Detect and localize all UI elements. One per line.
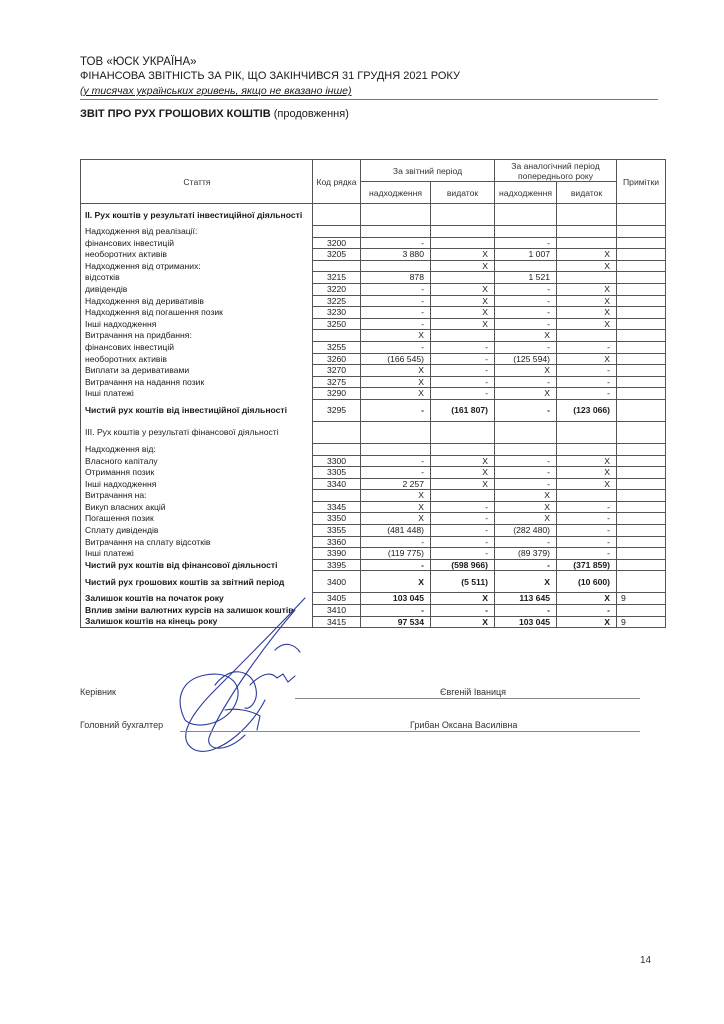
sub-outflow-prior-header: видаток — [557, 182, 617, 204]
row-label: Надходження від погашення позик — [81, 307, 313, 319]
row-outflow: X — [431, 249, 495, 261]
row-outflow: - — [431, 501, 495, 513]
row-outflow: - — [431, 376, 495, 388]
row-label: Чистий рух грошових коштів за звітний період — [81, 571, 313, 593]
row-outflow-prior — [557, 272, 617, 284]
row-inflow-prior: - — [495, 467, 557, 479]
table-row — [81, 249, 666, 261]
row-label: дивідендів — [81, 283, 313, 295]
row-outflow-prior — [557, 443, 617, 455]
table-row — [81, 421, 666, 443]
row-label: Погашення позик — [81, 513, 313, 525]
row-label: Надходження від отриманих: — [81, 260, 313, 272]
row-note — [617, 605, 666, 617]
row-note — [617, 353, 666, 365]
row-inflow-prior — [495, 443, 557, 455]
table-row — [81, 260, 666, 272]
row-code: 3350 — [313, 513, 361, 525]
row-outflow — [431, 421, 495, 443]
row-note — [617, 513, 666, 525]
row-code: 3410 — [313, 605, 361, 617]
row-outflow: - — [431, 548, 495, 560]
row-outflow-prior: - — [557, 501, 617, 513]
row-outflow-prior: X — [557, 593, 617, 605]
row-outflow: X — [431, 307, 495, 319]
director-signature-line — [295, 698, 640, 699]
row-note: 9 — [617, 616, 666, 628]
row-code: 3255 — [313, 341, 361, 353]
row-code: 3230 — [313, 307, 361, 319]
row-note — [617, 548, 666, 560]
row-outflow-prior: X — [557, 283, 617, 295]
row-code: 3250 — [313, 318, 361, 330]
row-note: 9 — [617, 593, 666, 605]
row-outflow-prior: X — [557, 467, 617, 479]
table-row — [81, 399, 666, 421]
row-inflow: X — [361, 513, 431, 525]
row-note — [617, 501, 666, 513]
row-inflow-prior: - — [495, 605, 557, 617]
table-row — [81, 455, 666, 467]
row-note — [617, 478, 666, 490]
row-outflow-prior: X — [557, 295, 617, 307]
row-code: 3300 — [313, 455, 361, 467]
row-outflow — [431, 490, 495, 502]
header-divider — [80, 99, 658, 100]
row-label: Витрачання на придбання: — [81, 330, 313, 342]
row-outflow-prior — [557, 490, 617, 502]
row-outflow — [431, 443, 495, 455]
row-note — [617, 490, 666, 502]
row-outflow-prior: - — [557, 341, 617, 353]
sub-outflow-header: видаток — [431, 182, 495, 204]
row-label: Чистий рух коштів від фінансової діяльності — [81, 559, 313, 571]
row-inflow-prior: X — [495, 571, 557, 593]
table-row — [81, 513, 666, 525]
row-inflow-prior: X — [495, 501, 557, 513]
row-inflow: X — [361, 330, 431, 342]
row-outflow — [431, 330, 495, 342]
row-code: 3275 — [313, 376, 361, 388]
row-label: необоротних активів — [81, 353, 313, 365]
row-inflow: - — [361, 341, 431, 353]
row-inflow-prior: - — [495, 318, 557, 330]
row-inflow-prior: - — [495, 376, 557, 388]
row-inflow-prior — [495, 226, 557, 238]
units-note: (у тисячах українських гривень, якщо не вказано інше) — [80, 85, 352, 97]
row-inflow-prior: 1 007 — [495, 249, 557, 261]
row-inflow: - — [361, 307, 431, 319]
row-inflow: - — [361, 295, 431, 307]
row-label: фінансових інвестицій — [81, 341, 313, 353]
row-outflow: - — [431, 536, 495, 548]
row-outflow: X — [431, 318, 495, 330]
row-outflow — [431, 204, 495, 226]
row-outflow-prior: X — [557, 318, 617, 330]
row-inflow: X — [361, 376, 431, 388]
row-inflow: X — [361, 365, 431, 377]
row-label: фінансових інвестицій — [81, 237, 313, 249]
col-code-header: Код рядка — [313, 160, 361, 204]
row-inflow-prior: - — [495, 295, 557, 307]
row-outflow: (5 511) — [431, 571, 495, 593]
row-label: відсотків — [81, 272, 313, 284]
row-note — [617, 467, 666, 479]
row-outflow-prior: - — [557, 388, 617, 400]
page-number: 14 — [640, 955, 652, 966]
row-note — [617, 341, 666, 353]
row-label: Отримання позик — [81, 467, 313, 479]
table-row — [81, 467, 666, 479]
row-outflow: - — [431, 365, 495, 377]
row-code: 3340 — [313, 478, 361, 490]
row-inflow: 97 534 — [361, 616, 431, 628]
row-outflow-prior — [557, 226, 617, 238]
table-row — [81, 443, 666, 455]
row-inflow-prior: 103 045 — [495, 616, 557, 628]
row-code: 3405 — [313, 593, 361, 605]
row-outflow-prior: X — [557, 249, 617, 261]
row-note — [617, 571, 666, 593]
table-row — [81, 525, 666, 537]
row-inflow: - — [361, 559, 431, 571]
row-code: 3345 — [313, 501, 361, 513]
row-note — [617, 559, 666, 571]
table-row — [81, 295, 666, 307]
table-row — [81, 388, 666, 400]
col-current-header: За звітний період — [361, 160, 495, 182]
row-outflow: - — [431, 353, 495, 365]
row-outflow-prior: - — [557, 513, 617, 525]
row-inflow-prior: 1 521 — [495, 272, 557, 284]
row-outflow: - — [431, 605, 495, 617]
row-label: Інші платежі — [81, 548, 313, 560]
accountant-label: Головний бухгалтер — [80, 720, 164, 730]
row-outflow: X — [431, 593, 495, 605]
row-note — [617, 283, 666, 295]
row-outflow-prior: - — [557, 605, 617, 617]
row-outflow: X — [431, 478, 495, 490]
row-outflow-prior: - — [557, 536, 617, 548]
row-outflow-prior: X — [557, 353, 617, 365]
row-outflow: - — [431, 388, 495, 400]
table-row — [81, 548, 666, 560]
row-code: 3290 — [313, 388, 361, 400]
row-code: 3205 — [313, 249, 361, 261]
signature-scribble — [155, 590, 325, 770]
director-label: Керівник — [80, 687, 116, 697]
row-inflow-prior: - — [495, 307, 557, 319]
row-inflow — [361, 204, 431, 226]
row-outflow-prior — [557, 237, 617, 249]
row-note — [617, 443, 666, 455]
row-outflow — [431, 237, 495, 249]
table-row — [81, 330, 666, 342]
row-label: Інші надходження — [81, 478, 313, 490]
table-row — [81, 318, 666, 330]
row-outflow-prior: - — [557, 376, 617, 388]
row-inflow — [361, 443, 431, 455]
row-code: 3295 — [313, 399, 361, 421]
row-outflow-prior: X — [557, 616, 617, 628]
row-label: Виплати за деривативами — [81, 365, 313, 377]
row-code: 3200 — [313, 237, 361, 249]
row-code: 3390 — [313, 548, 361, 560]
row-outflow: - — [431, 341, 495, 353]
table-row — [81, 536, 666, 548]
row-inflow: - — [361, 318, 431, 330]
sub-inflow-header: надходження — [361, 182, 431, 204]
col-prior-header: За аналогічний період попереднього року — [495, 160, 617, 182]
table-row — [81, 237, 666, 249]
row-note — [617, 237, 666, 249]
row-outflow-prior: (371 859) — [557, 559, 617, 571]
row-outflow-prior: X — [557, 260, 617, 272]
row-code — [313, 330, 361, 342]
row-note — [617, 307, 666, 319]
row-note — [617, 204, 666, 226]
row-inflow: - — [361, 399, 431, 421]
row-inflow: 878 — [361, 272, 431, 284]
row-code: 3400 — [313, 571, 361, 593]
statement-title — [80, 108, 349, 120]
row-inflow: - — [361, 283, 431, 295]
row-code: 3225 — [313, 295, 361, 307]
row-inflow-prior — [495, 260, 557, 272]
cash-flow-table — [80, 159, 666, 628]
row-label: Вплив зміни валютних курсів на залишок коштів — [81, 605, 313, 617]
row-note — [617, 399, 666, 421]
row-note — [617, 249, 666, 261]
row-inflow-prior — [495, 204, 557, 226]
row-note — [617, 455, 666, 467]
row-code: 3360 — [313, 536, 361, 548]
row-label: Власного капіталу — [81, 455, 313, 467]
row-label: Чистий рух коштів від інвестиційної діяльності — [81, 399, 313, 421]
table-row — [81, 376, 666, 388]
row-inflow: - — [361, 237, 431, 249]
row-code: 3215 — [313, 272, 361, 284]
row-inflow-prior: X — [495, 513, 557, 525]
row-outflow-prior: (10 600) — [557, 571, 617, 593]
row-label: Інші надходження — [81, 318, 313, 330]
row-inflow-prior: (125 594) — [495, 353, 557, 365]
statement-title-main: ЗВІТ ПРО РУХ ГРОШОВИХ КОШТІВ — [80, 108, 271, 120]
row-inflow — [361, 421, 431, 443]
row-label: необоротних активів — [81, 249, 313, 261]
row-outflow: (598 966) — [431, 559, 495, 571]
row-outflow: X — [431, 467, 495, 479]
row-label: Надходження від: — [81, 443, 313, 455]
table-row — [81, 478, 666, 490]
row-outflow-prior: - — [557, 525, 617, 537]
row-note — [617, 318, 666, 330]
row-label: Витрачання на сплату відсотків — [81, 536, 313, 548]
row-outflow — [431, 226, 495, 238]
row-outflow — [431, 272, 495, 284]
table-row — [81, 283, 666, 295]
row-note — [617, 260, 666, 272]
table-row — [81, 501, 666, 513]
row-note — [617, 295, 666, 307]
row-label: Залишок коштів на кінець року — [81, 616, 313, 628]
table-row — [81, 365, 666, 377]
row-code — [313, 226, 361, 238]
row-note — [617, 388, 666, 400]
row-inflow-prior: - — [495, 536, 557, 548]
table-row — [81, 490, 666, 502]
row-inflow-prior: - — [495, 455, 557, 467]
row-inflow: - — [361, 605, 431, 617]
row-note — [617, 536, 666, 548]
statement-title-sub: (продовження) — [273, 108, 349, 120]
row-outflow-prior: - — [557, 365, 617, 377]
director-name: Євгеній Іваниця — [440, 687, 507, 697]
table-row — [81, 307, 666, 319]
row-inflow: (481 448) — [361, 525, 431, 537]
row-label: Інші платежі — [81, 388, 313, 400]
row-inflow-prior: X — [495, 330, 557, 342]
row-note — [617, 226, 666, 238]
row-inflow-prior: 113 645 — [495, 593, 557, 605]
row-inflow: 103 045 — [361, 593, 431, 605]
row-inflow-prior: - — [495, 399, 557, 421]
row-label: Надходження від реалізації: — [81, 226, 313, 238]
row-outflow: X — [431, 455, 495, 467]
row-outflow: X — [431, 616, 495, 628]
row-inflow-prior: (89 379) — [495, 548, 557, 560]
row-label: II. Рух коштів у результаті інвестиційної діяльності — [81, 204, 313, 226]
row-outflow-prior: (123 066) — [557, 399, 617, 421]
row-code: 3220 — [313, 283, 361, 295]
row-inflow-prior: - — [495, 283, 557, 295]
row-code: 3270 — [313, 365, 361, 377]
row-label: Викуп власних акцій — [81, 501, 313, 513]
row-inflow-prior: X — [495, 490, 557, 502]
row-code — [313, 204, 361, 226]
accountant-name: Грибан Оксана Василівна — [410, 720, 518, 730]
row-inflow-prior: - — [495, 559, 557, 571]
row-label: Сплату дивідендів — [81, 525, 313, 537]
row-code — [313, 490, 361, 502]
row-note — [617, 330, 666, 342]
row-code: 3395 — [313, 559, 361, 571]
row-code — [313, 421, 361, 443]
row-inflow: - — [361, 536, 431, 548]
row-label: Надходження від деривативів — [81, 295, 313, 307]
row-outflow-prior — [557, 204, 617, 226]
row-inflow: X — [361, 501, 431, 513]
row-inflow: 2 257 — [361, 478, 431, 490]
table-body — [81, 204, 666, 628]
row-inflow-prior: - — [495, 341, 557, 353]
row-code — [313, 443, 361, 455]
row-outflow-prior — [557, 330, 617, 342]
row-outflow: X — [431, 260, 495, 272]
row-outflow-prior: - — [557, 548, 617, 560]
row-note — [617, 376, 666, 388]
row-outflow: X — [431, 283, 495, 295]
row-label: Залишок коштів на початок року — [81, 593, 313, 605]
row-inflow: X — [361, 388, 431, 400]
row-code — [313, 260, 361, 272]
row-inflow: (166 545) — [361, 353, 431, 365]
row-outflow-prior: X — [557, 478, 617, 490]
row-label: III. Рух коштів у результаті фінансової діяльності — [81, 421, 313, 443]
table-row — [81, 559, 666, 571]
col-article-header: Стаття — [81, 160, 313, 204]
row-inflow-prior: - — [495, 237, 557, 249]
row-inflow-prior: - — [495, 478, 557, 490]
row-note — [617, 525, 666, 537]
row-outflow: X — [431, 295, 495, 307]
row-inflow: X — [361, 490, 431, 502]
row-outflow-prior: X — [557, 455, 617, 467]
row-note — [617, 272, 666, 284]
row-inflow: - — [361, 467, 431, 479]
row-label: Витрачання на надання позик — [81, 376, 313, 388]
row-label: Витрачання на: — [81, 490, 313, 502]
row-inflow: X — [361, 571, 431, 593]
report-title: ФІНАНСОВА ЗВІТНІСТЬ ЗА РІК, ЩО ЗАКІНЧИВСЯ 31 ГРУДНЯ 2021 РОКУ — [80, 70, 460, 82]
table-row — [81, 353, 666, 365]
row-note — [617, 421, 666, 443]
row-inflow — [361, 226, 431, 238]
row-inflow: 3 880 — [361, 249, 431, 261]
row-outflow: - — [431, 525, 495, 537]
row-inflow — [361, 260, 431, 272]
row-note — [617, 365, 666, 377]
table-row — [81, 272, 666, 284]
table-row — [81, 226, 666, 238]
row-outflow-prior: X — [557, 307, 617, 319]
row-inflow: - — [361, 455, 431, 467]
row-code: 3415 — [313, 616, 361, 628]
sub-inflow-prior-header: надходження — [495, 182, 557, 204]
row-inflow-prior: X — [495, 388, 557, 400]
row-code: 3305 — [313, 467, 361, 479]
row-code: 3355 — [313, 525, 361, 537]
row-inflow-prior: (282 480) — [495, 525, 557, 537]
row-inflow-prior — [495, 421, 557, 443]
row-outflow-prior — [557, 421, 617, 443]
row-inflow: (119 775) — [361, 548, 431, 560]
table-header-row — [81, 160, 666, 182]
table-row — [81, 341, 666, 353]
col-notes-header: Примітки — [617, 160, 666, 204]
table-row — [81, 204, 666, 226]
company-name: ТОВ «ЮСК УКРАЇНА» — [80, 56, 197, 68]
row-inflow-prior: X — [495, 365, 557, 377]
accountant-signature-line — [180, 731, 640, 732]
row-code: 3260 — [313, 353, 361, 365]
row-outflow: - — [431, 513, 495, 525]
row-outflow: (161 807) — [431, 399, 495, 421]
